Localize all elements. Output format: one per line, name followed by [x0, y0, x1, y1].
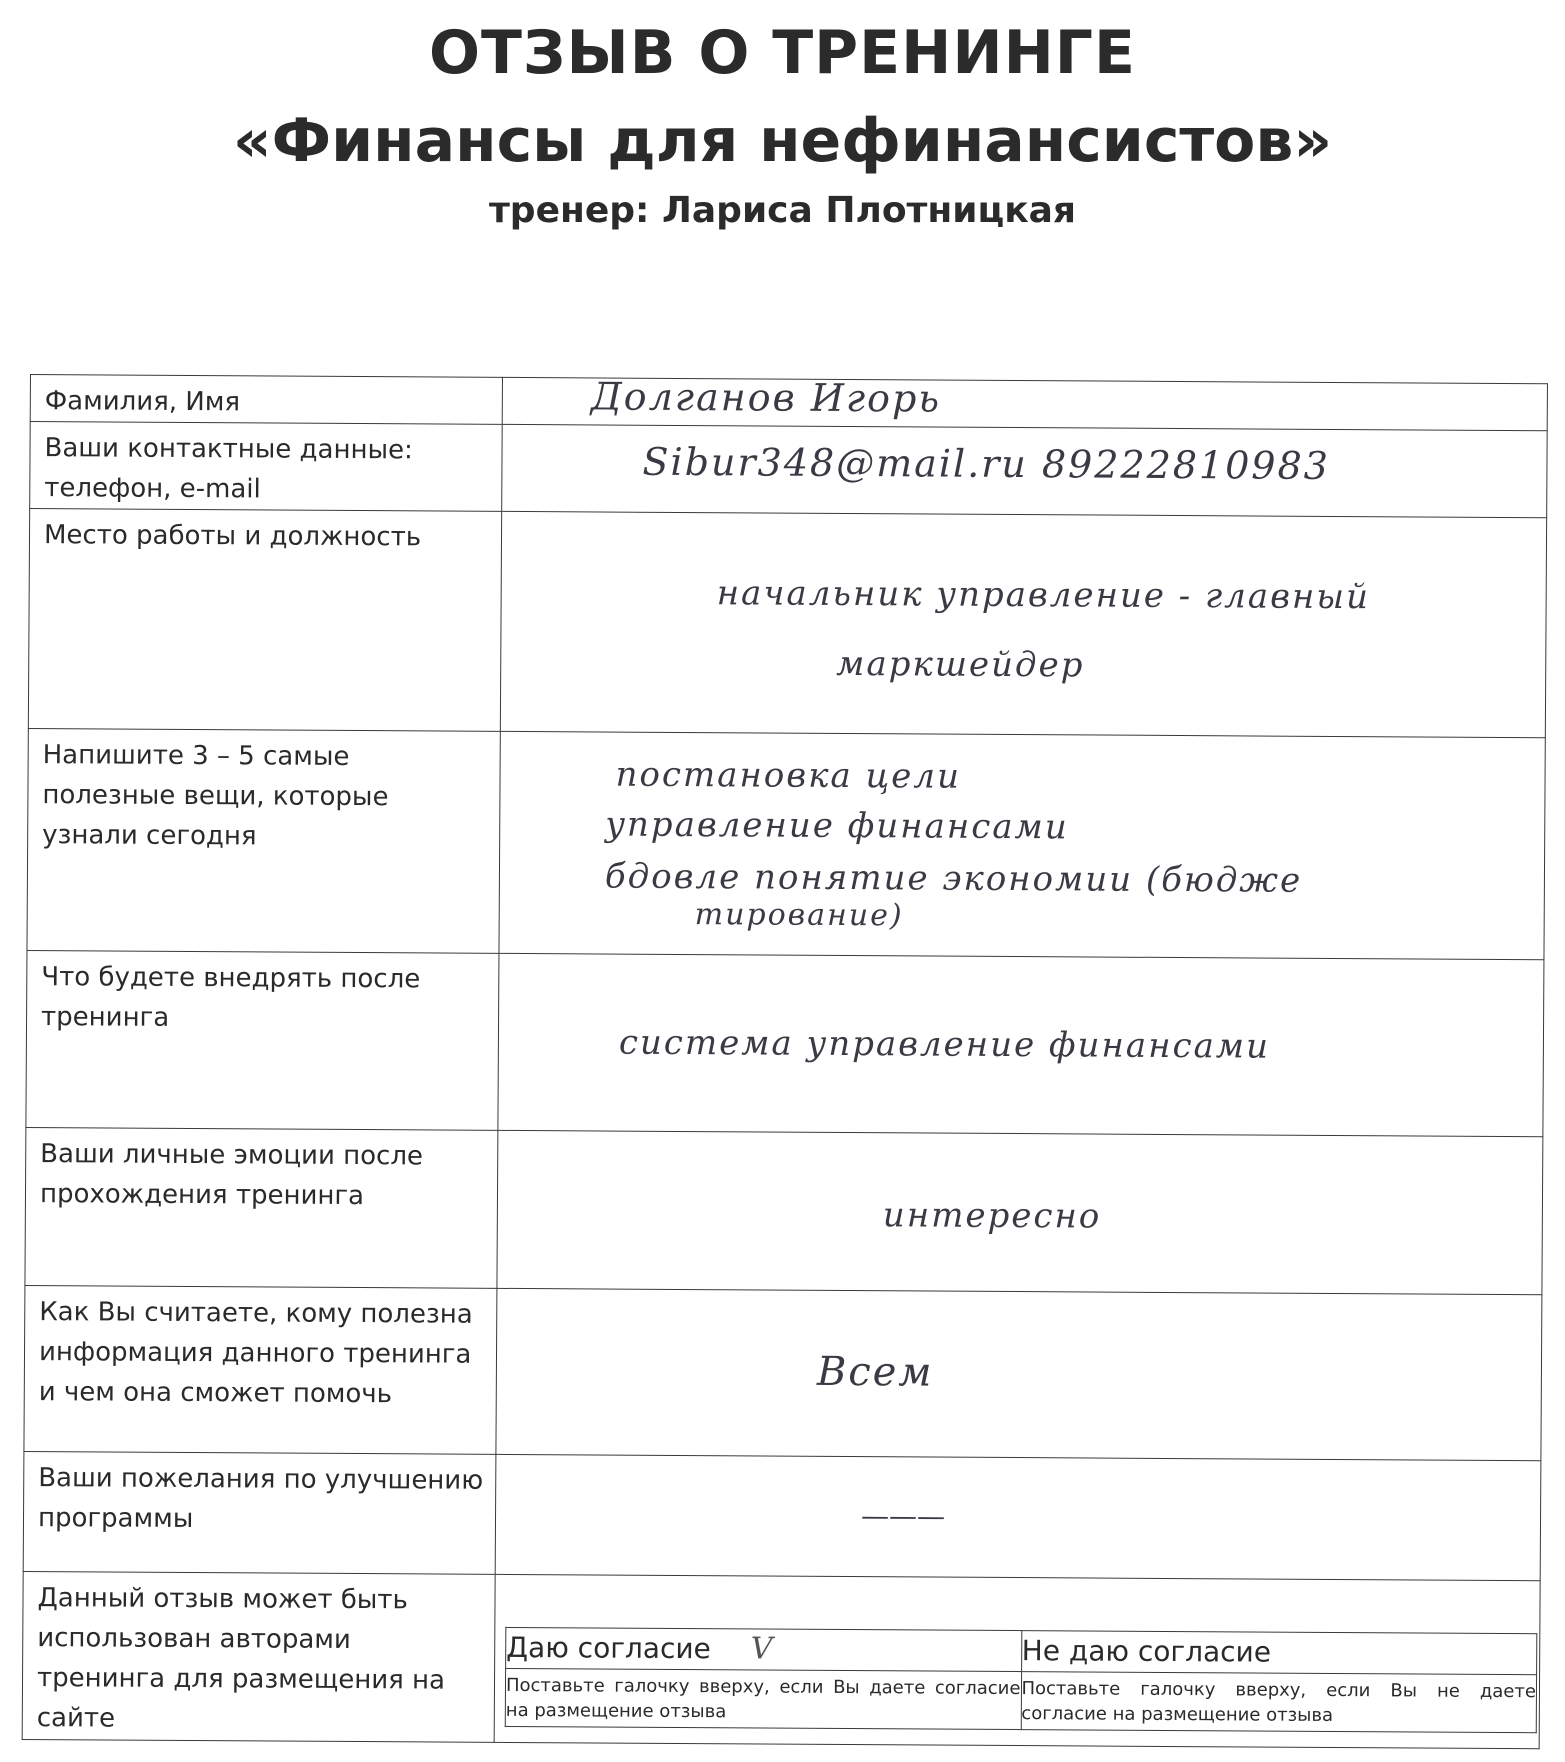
- row-contacts: [30, 422, 1548, 518]
- row-useful-things: [27, 729, 1545, 960]
- consent-disagree-note: Поставьте галочку вверху, если Вы не даете согласие на размещение отзыва: [1021, 1671, 1537, 1732]
- answer-line: Sibur348@mail.ru 89222810983: [642, 439, 1331, 488]
- row-suggestions: [23, 1451, 1541, 1580]
- answer-audience[interactable]: [496, 1288, 1542, 1460]
- answer-consent: [494, 1574, 1540, 1749]
- answer-implement[interactable]: [498, 954, 1544, 1137]
- answer-useful-things[interactable]: [499, 732, 1545, 961]
- row-emotions: [25, 1127, 1543, 1294]
- answer-line: интересно: [882, 1194, 1102, 1237]
- question-suggestions: Ваши пожелания по улучшению программы: [23, 1451, 496, 1574]
- question-useful-things: Напишите 3 – 5 самые полезные вещи, которые узнали сегодня: [27, 729, 500, 954]
- row-consent: [22, 1571, 1540, 1748]
- consent-agree-cell[interactable]: [506, 1627, 1022, 1671]
- answer-line: управление финансами: [605, 804, 1069, 848]
- consent-agree-label: Даю согласие: [506, 1631, 711, 1666]
- answer-line: Долганов Игорь: [590, 374, 942, 421]
- question-contacts: Ваши контактные данные: телефон, e-mail: [30, 422, 503, 512]
- question-workplace: Место работы и должность: [28, 509, 501, 732]
- consent-table: [505, 1627, 1538, 1733]
- answer-line: система управление финансами: [618, 1023, 1271, 1067]
- answer-line: ———: [860, 1498, 946, 1533]
- answer-name[interactable]: [502, 374, 1547, 430]
- check-mark-icon: V: [750, 1631, 773, 1667]
- consent-agree-note: Поставьте галочку вверху, если Вы даете согласие на размещение отзыва: [505, 1668, 1021, 1729]
- answer-line: тирование): [694, 897, 904, 934]
- answer-contacts[interactable]: [502, 424, 1548, 517]
- document-title: ОТЗЫВ О ТРЕНИНГЕ: [429, 18, 1136, 88]
- row-implement: [26, 951, 1544, 1136]
- question-consent: Данный отзыв может быть использован авторами тренинга для размещения на сайте: [22, 1571, 495, 1742]
- consent-disagree-cell[interactable]: [1021, 1630, 1537, 1674]
- row-audience: [24, 1285, 1542, 1460]
- question-implement: Что будете внедрять после тренинга: [26, 951, 499, 1130]
- question-audience: Как Вы считаете, кому полезна информация данного тренинга и чем она сможет помочь: [24, 1285, 497, 1454]
- row-workplace: [28, 509, 1546, 738]
- answer-line: маркшейдер: [836, 644, 1085, 686]
- trainer-name: тренер: Лариса Плотницкая: [488, 190, 1077, 231]
- answer-suggestions[interactable]: [495, 1454, 1541, 1580]
- answer-workplace[interactable]: [500, 511, 1546, 738]
- answer-line: начальник управление - главный: [716, 573, 1371, 618]
- consent-disagree-label: Не даю согласие: [1021, 1634, 1272, 1669]
- answer-line: бдовле понятие экономии (бюдже: [604, 856, 1303, 902]
- question-emotions: Ваши личные эмоции после прохождения тренинга: [25, 1127, 498, 1288]
- question-name: Фамилия, Имя: [30, 375, 502, 425]
- training-name: «Финансы для нефинансистов»: [232, 106, 1333, 176]
- answer-line: постановка цели: [615, 754, 962, 797]
- answer-emotions[interactable]: [497, 1130, 1543, 1294]
- answer-line: Всем: [816, 1348, 934, 1396]
- feedback-form-table: [22, 374, 1548, 1749]
